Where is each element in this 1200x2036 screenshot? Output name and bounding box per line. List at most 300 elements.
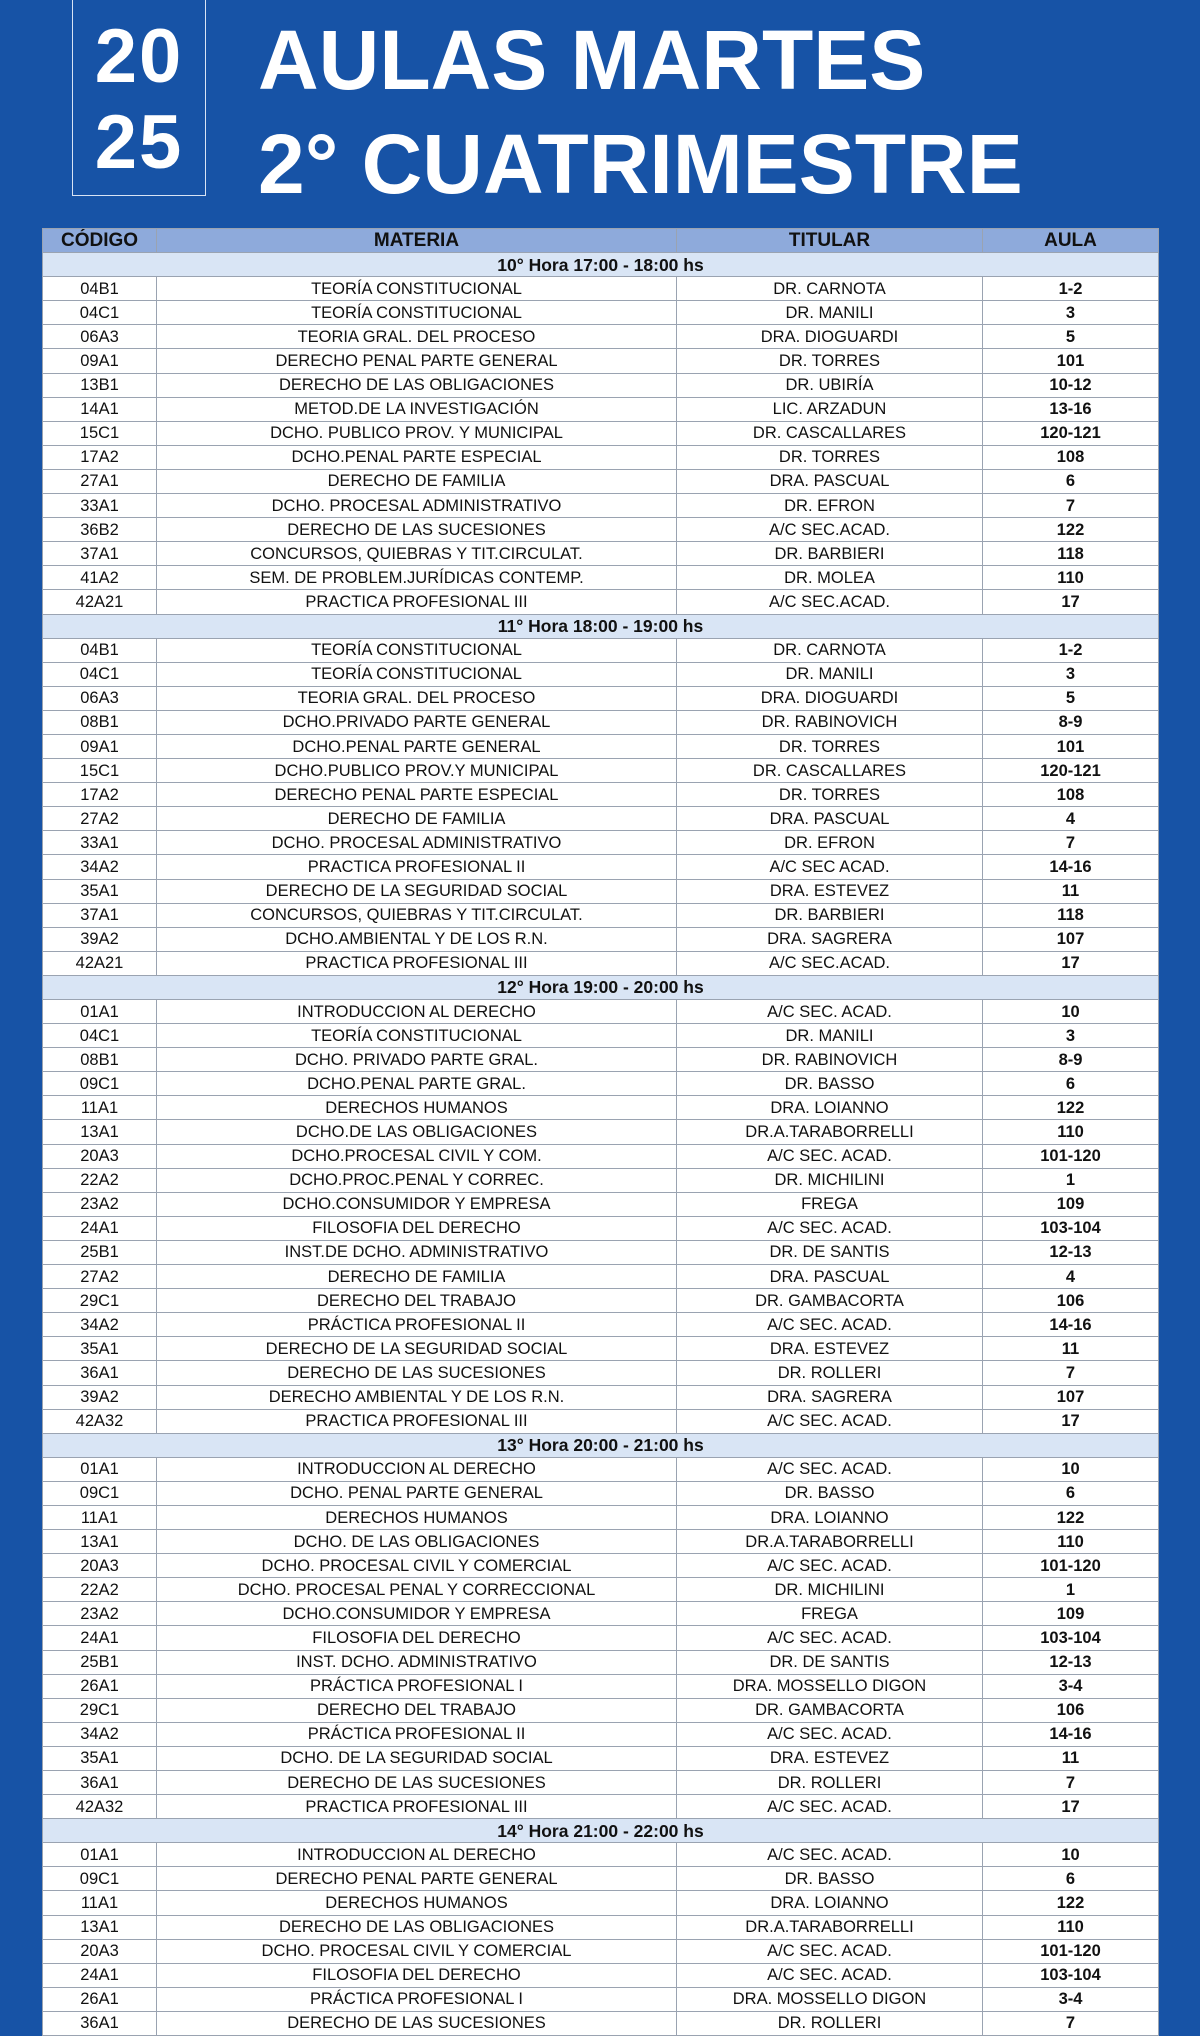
table-row	[43, 1240, 1159, 1264]
cell-titular: DR. EFRON	[677, 494, 983, 518]
cell-materia: DERECHO DE FAMILIA	[157, 469, 677, 493]
cell-codigo: 37A1	[43, 542, 157, 566]
cell-titular: DRA. PASCUAL	[677, 807, 983, 831]
cell-aula: 8-9	[983, 710, 1159, 734]
cell-codigo: 34A2	[43, 855, 157, 879]
cell-codigo: 11A1	[43, 1505, 157, 1529]
cell-aula: 4	[983, 1265, 1159, 1289]
cell-materia: DCHO. DE LAS OBLIGACIONES	[157, 1530, 677, 1554]
cell-materia: PRACTICA PROFESIONAL III	[157, 1409, 677, 1433]
cell-aula: 7	[983, 831, 1159, 855]
cell-titular: DRA. ESTEVEZ	[677, 1337, 983, 1361]
table-row	[43, 1939, 1159, 1963]
cell-materia: TEORÍA CONSTITUCIONAL	[157, 662, 677, 686]
cell-materia: DERECHO AMBIENTAL Y DE LOS R.N.	[157, 1385, 677, 1409]
cell-codigo: 42A21	[43, 951, 157, 975]
cell-titular: A/C SEC. ACAD.	[677, 1457, 983, 1481]
cell-materia: DERECHO DE LAS SUCESIONES	[157, 518, 677, 542]
table-row	[43, 590, 1159, 614]
cell-codigo: 35A1	[43, 879, 157, 903]
table-row	[43, 1915, 1159, 1939]
cell-codigo: 29C1	[43, 1289, 157, 1313]
cell-aula: 108	[983, 445, 1159, 469]
cell-materia: INST. DCHO. ADMINISTRATIVO	[157, 1650, 677, 1674]
cell-aula: 118	[983, 903, 1159, 927]
cell-aula: 17	[983, 951, 1159, 975]
cell-aula: 1-2	[983, 638, 1159, 662]
cell-materia: DERECHO PENAL PARTE GENERAL	[157, 349, 677, 373]
cell-titular: DRA. SAGRERA	[677, 927, 983, 951]
table-row	[43, 349, 1159, 373]
cell-titular: DR. DE SANTIS	[677, 1650, 983, 1674]
table-row	[43, 783, 1159, 807]
column-header-codigo: CÓDIGO	[43, 229, 157, 253]
cell-codigo: 25B1	[43, 1650, 157, 1674]
table-row	[43, 1891, 1159, 1915]
cell-codigo: 14A1	[43, 397, 157, 421]
cell-codigo: 09C1	[43, 1481, 157, 1505]
cell-titular: DR. CARNOTA	[677, 638, 983, 662]
table-row	[43, 1337, 1159, 1361]
table-row	[43, 1120, 1159, 1144]
table-row	[43, 855, 1159, 879]
table-row	[43, 277, 1159, 301]
table-row	[43, 1289, 1159, 1313]
cell-materia: PRACTICA PROFESIONAL III	[157, 1795, 677, 1819]
cell-titular: DR. GAMBACORTA	[677, 1289, 983, 1313]
cell-materia: FILOSOFIA DEL DERECHO	[157, 1216, 677, 1240]
table-row	[43, 1578, 1159, 1602]
cell-materia: DCHO. DE LA SEGURIDAD SOCIAL	[157, 1746, 677, 1770]
cell-aula: 8-9	[983, 1048, 1159, 1072]
cell-aula: 110	[983, 1120, 1159, 1144]
section-heading: 13° Hora 20:00 - 21:00 hs	[43, 1433, 1159, 1457]
cell-aula: 120-121	[983, 421, 1159, 445]
cell-titular: FREGA	[677, 1602, 983, 1626]
cell-codigo: 20A3	[43, 1144, 157, 1168]
section-heading: 11° Hora 18:00 - 19:00 hs	[43, 614, 1159, 638]
table-row	[43, 1313, 1159, 1337]
section-heading-row	[43, 1433, 1159, 1457]
cell-codigo: 35A1	[43, 1746, 157, 1770]
cell-materia: TEORÍA CONSTITUCIONAL	[157, 638, 677, 662]
schedule-table	[42, 228, 1159, 2036]
cell-codigo: 23A2	[43, 1602, 157, 1626]
cell-materia: DCHO. PRIVADO PARTE GRAL.	[157, 1048, 677, 1072]
table-row	[43, 1963, 1159, 1987]
cell-titular: DRA. ESTEVEZ	[677, 1746, 983, 1770]
cell-codigo: 24A1	[43, 1963, 157, 1987]
cell-titular: A/C SEC. ACAD.	[677, 1409, 983, 1433]
cell-aula: 106	[983, 1289, 1159, 1313]
cell-materia: INTRODUCCION AL DERECHO	[157, 1843, 677, 1867]
cell-materia: PRACTICA PROFESIONAL III	[157, 590, 677, 614]
table-row	[43, 1457, 1159, 1481]
cell-titular: DR. BARBIERI	[677, 542, 983, 566]
cell-titular: A/C SEC. ACAD.	[677, 1843, 983, 1867]
table-row	[43, 1795, 1159, 1819]
cell-materia: PRÁCTICA PROFESIONAL I	[157, 1987, 677, 2011]
cell-titular: DRA. ESTEVEZ	[677, 879, 983, 903]
cell-aula: 3	[983, 1024, 1159, 1048]
table-row	[43, 494, 1159, 518]
table-row	[43, 927, 1159, 951]
cell-materia: DERECHO DE LAS SUCESIONES	[157, 1361, 677, 1385]
cell-codigo: 11A1	[43, 1891, 157, 1915]
cell-titular: A/C SEC. ACAD.	[677, 1939, 983, 1963]
cell-aula: 109	[983, 1192, 1159, 1216]
cell-aula: 10	[983, 1843, 1159, 1867]
cell-aula: 110	[983, 1530, 1159, 1554]
cell-materia: DERECHOS HUMANOS	[157, 1096, 677, 1120]
cell-titular: DRA. PASCUAL	[677, 469, 983, 493]
table-row	[43, 1265, 1159, 1289]
cell-materia: PRÁCTICA PROFESIONAL II	[157, 1313, 677, 1337]
cell-titular: DR. RABINOVICH	[677, 1048, 983, 1072]
cell-titular: DRA. MOSSELLO DIGON	[677, 1987, 983, 2011]
cell-materia: CONCURSOS, QUIEBRAS Y TIT.CIRCULAT.	[157, 903, 677, 927]
cell-materia: INST.DE DCHO. ADMINISTRATIVO	[157, 1240, 677, 1264]
cell-titular: DR. BASSO	[677, 1481, 983, 1505]
table-row	[43, 1481, 1159, 1505]
cell-codigo: 04C1	[43, 1024, 157, 1048]
cell-titular: LIC. ARZADUN	[677, 397, 983, 421]
cell-aula: 7	[983, 2011, 1159, 2035]
cell-codigo: 39A2	[43, 1385, 157, 1409]
cell-codigo: 17A2	[43, 783, 157, 807]
cell-codigo: 09A1	[43, 349, 157, 373]
cell-aula: 14-16	[983, 1313, 1159, 1337]
cell-codigo: 33A1	[43, 831, 157, 855]
cell-aula: 122	[983, 1505, 1159, 1529]
cell-materia: DERECHO DE LAS SUCESIONES	[157, 2011, 677, 2035]
cell-materia: DCHO.CONSUMIDOR Y EMPRESA	[157, 1192, 677, 1216]
cell-materia: PRÁCTICA PROFESIONAL II	[157, 1722, 677, 1746]
cell-aula: 5	[983, 325, 1159, 349]
cell-aula: 106	[983, 1698, 1159, 1722]
table-row	[43, 686, 1159, 710]
cell-materia: DCHO.PUBLICO PROV.Y MUNICIPAL	[157, 759, 677, 783]
cell-aula: 10	[983, 1457, 1159, 1481]
cell-materia: DCHO.PRIVADO PARTE GENERAL	[157, 710, 677, 734]
cell-codigo: 20A3	[43, 1554, 157, 1578]
cell-titular: DR. CARNOTA	[677, 277, 983, 301]
cell-aula: 17	[983, 1795, 1159, 1819]
cell-aula: 107	[983, 927, 1159, 951]
table-row	[43, 1698, 1159, 1722]
cell-codigo: 04C1	[43, 301, 157, 325]
cell-aula: 3	[983, 662, 1159, 686]
cell-materia: DCHO.PENAL PARTE GENERAL	[157, 734, 677, 758]
table-header-row	[43, 229, 1159, 253]
table-row	[43, 469, 1159, 493]
cell-codigo: 34A2	[43, 1313, 157, 1337]
cell-titular: DRA. MOSSELLO DIGON	[677, 1674, 983, 1698]
year-bottom: 25	[94, 100, 184, 185]
cell-codigo: 13A1	[43, 1120, 157, 1144]
cell-aula: 110	[983, 566, 1159, 590]
cell-materia: DCHO.PENAL PARTE GRAL.	[157, 1072, 677, 1096]
cell-materia: DERECHO DE FAMILIA	[157, 807, 677, 831]
cell-titular: DR. GAMBACORTA	[677, 1698, 983, 1722]
cell-materia: DERECHO DEL TRABAJO	[157, 1289, 677, 1313]
cell-aula: 118	[983, 542, 1159, 566]
section-heading: 14° Hora 21:00 - 22:00 hs	[43, 1819, 1159, 1843]
table-row	[43, 1530, 1159, 1554]
cell-materia: TEORÍA CONSTITUCIONAL	[157, 301, 677, 325]
cell-titular: DRA. DIOGUARDI	[677, 325, 983, 349]
cell-materia: DERECHO PENAL PARTE GENERAL	[157, 1867, 677, 1891]
cell-titular: DR. MANILI	[677, 662, 983, 686]
cell-materia: SEM. DE PROBLEM.JURÍDICAS CONTEMP.	[157, 566, 677, 590]
table-row	[43, 903, 1159, 927]
cell-materia: DERECHOS HUMANOS	[157, 1505, 677, 1529]
cell-materia: CONCURSOS, QUIEBRAS Y TIT.CIRCULAT.	[157, 542, 677, 566]
cell-aula: 14-16	[983, 1722, 1159, 1746]
cell-titular: DR. MANILI	[677, 1024, 983, 1048]
cell-titular: DR. BASSO	[677, 1072, 983, 1096]
cell-codigo: 13A1	[43, 1530, 157, 1554]
cell-materia: TEORÍA CONSTITUCIONAL	[157, 277, 677, 301]
cell-titular: A/C SEC. ACAD.	[677, 1313, 983, 1337]
cell-aula: 120-121	[983, 759, 1159, 783]
cell-codigo: 27A1	[43, 469, 157, 493]
cell-codigo: 25B1	[43, 1240, 157, 1264]
cell-materia: TEORIA GRAL. DEL PROCESO	[157, 325, 677, 349]
cell-aula: 5	[983, 686, 1159, 710]
cell-aula: 110	[983, 1915, 1159, 1939]
table-row	[43, 518, 1159, 542]
cell-materia: DERECHO DE LA SEGURIDAD SOCIAL	[157, 1337, 677, 1361]
cell-titular: FREGA	[677, 1192, 983, 1216]
cell-materia: DCHO.PROC.PENAL Y CORREC.	[157, 1168, 677, 1192]
table-row	[43, 1048, 1159, 1072]
cell-aula: 17	[983, 590, 1159, 614]
table-row	[43, 1554, 1159, 1578]
table-row	[43, 710, 1159, 734]
cell-codigo: 36A1	[43, 1771, 157, 1795]
table-row	[43, 1674, 1159, 1698]
cell-codigo: 22A2	[43, 1578, 157, 1602]
table-row	[43, 1409, 1159, 1433]
cell-aula: 12-13	[983, 1240, 1159, 1264]
column-header-aula: AULA	[983, 229, 1159, 253]
cell-codigo: 36B2	[43, 518, 157, 542]
cell-aula: 122	[983, 1096, 1159, 1120]
cell-materia: DCHO. PROCESAL CIVIL Y COMERCIAL	[157, 1939, 677, 1963]
cell-aula: 12-13	[983, 1650, 1159, 1674]
cell-titular: DR. RABINOVICH	[677, 710, 983, 734]
cell-aula: 101	[983, 734, 1159, 758]
cell-titular: DR. MOLEA	[677, 566, 983, 590]
cell-aula: 108	[983, 783, 1159, 807]
column-header-materia: MATERIA	[157, 229, 677, 253]
table-row	[43, 831, 1159, 855]
year-box	[72, 0, 206, 196]
cell-codigo: 27A2	[43, 1265, 157, 1289]
cell-titular: A/C SEC.ACAD.	[677, 590, 983, 614]
cell-titular: DR. TORRES	[677, 734, 983, 758]
cell-materia: DERECHO DE FAMILIA	[157, 1265, 677, 1289]
cell-aula: 3-4	[983, 1987, 1159, 2011]
cell-titular: A/C SEC. ACAD.	[677, 1144, 983, 1168]
cell-aula: 3	[983, 301, 1159, 325]
cell-titular: A/C SEC. ACAD.	[677, 1554, 983, 1578]
table-row	[43, 1505, 1159, 1529]
cell-materia: PRACTICA PROFESIONAL III	[157, 951, 677, 975]
cell-materia: TEORIA GRAL. DEL PROCESO	[157, 686, 677, 710]
cell-materia: TEORÍA CONSTITUCIONAL	[157, 1024, 677, 1048]
table-row	[43, 445, 1159, 469]
cell-titular: DR. MANILI	[677, 301, 983, 325]
section-heading: 10° Hora 17:00 - 18:00 hs	[43, 253, 1159, 277]
cell-materia: DERECHO DE LAS SUCESIONES	[157, 1771, 677, 1795]
cell-aula: 1-2	[983, 277, 1159, 301]
cell-titular: DRA. LOIANNO	[677, 1505, 983, 1529]
table-row	[43, 301, 1159, 325]
cell-aula: 6	[983, 1072, 1159, 1096]
cell-titular: DR. EFRON	[677, 831, 983, 855]
cell-materia: INTRODUCCION AL DERECHO	[157, 1000, 677, 1024]
table-row	[43, 421, 1159, 445]
cell-titular: A/C SEC.ACAD.	[677, 951, 983, 975]
cell-titular: A/C SEC. ACAD.	[677, 1000, 983, 1024]
cell-codigo: 06A3	[43, 325, 157, 349]
cell-codigo: 39A2	[43, 927, 157, 951]
table-row	[43, 1072, 1159, 1096]
cell-codigo: 41A2	[43, 566, 157, 590]
cell-codigo: 23A2	[43, 1192, 157, 1216]
cell-codigo: 15C1	[43, 421, 157, 445]
section-heading: 12° Hora 19:00 - 20:00 hs	[43, 975, 1159, 999]
table-row	[43, 1722, 1159, 1746]
cell-codigo: 26A1	[43, 1674, 157, 1698]
cell-materia: DCHO. PROCESAL ADMINISTRATIVO	[157, 494, 677, 518]
cell-codigo: 33A1	[43, 494, 157, 518]
cell-codigo: 09C1	[43, 1072, 157, 1096]
cell-titular: DR.A.TARABORRELLI	[677, 1530, 983, 1554]
cell-aula: 7	[983, 494, 1159, 518]
cell-aula: 13-16	[983, 397, 1159, 421]
cell-aula: 109	[983, 1602, 1159, 1626]
cell-materia: DCHO.PENAL PARTE ESPECIAL	[157, 445, 677, 469]
cell-titular: DRA. DIOGUARDI	[677, 686, 983, 710]
cell-aula: 11	[983, 1746, 1159, 1770]
cell-aula: 10	[983, 1000, 1159, 1024]
cell-codigo: 04B1	[43, 277, 157, 301]
cell-codigo: 11A1	[43, 1096, 157, 1120]
cell-codigo: 42A32	[43, 1795, 157, 1819]
table-row	[43, 1602, 1159, 1626]
cell-codigo: 08B1	[43, 1048, 157, 1072]
page-title: AULAS MARTES	[258, 13, 926, 107]
cell-aula: 101-120	[983, 1144, 1159, 1168]
cell-aula: 1	[983, 1168, 1159, 1192]
table-row	[43, 1192, 1159, 1216]
table-row	[43, 1168, 1159, 1192]
cell-materia: INTRODUCCION AL DERECHO	[157, 1457, 677, 1481]
cell-codigo: 15C1	[43, 759, 157, 783]
cell-aula: 6	[983, 1867, 1159, 1891]
cell-aula: 3-4	[983, 1674, 1159, 1698]
cell-codigo: 42A21	[43, 590, 157, 614]
cell-aula: 122	[983, 1891, 1159, 1915]
table-row	[43, 325, 1159, 349]
table-body	[43, 253, 1159, 2036]
cell-materia: DCHO.AMBIENTAL Y DE LOS R.N.	[157, 927, 677, 951]
cell-titular: DR. TORRES	[677, 349, 983, 373]
table-row	[43, 1024, 1159, 1048]
cell-materia: FILOSOFIA DEL DERECHO	[157, 1963, 677, 1987]
table-row	[43, 1000, 1159, 1024]
cell-titular: DR. MICHILINI	[677, 1168, 983, 1192]
cell-titular: DR. ROLLERI	[677, 1361, 983, 1385]
schedule-table-wrap	[42, 228, 1158, 2036]
table-row	[43, 1385, 1159, 1409]
cell-codigo: 08B1	[43, 710, 157, 734]
cell-aula: 7	[983, 1361, 1159, 1385]
cell-aula: 101	[983, 349, 1159, 373]
table-row	[43, 1746, 1159, 1770]
section-heading-row	[43, 253, 1159, 277]
cell-materia: DCHO. PROCESAL CIVIL Y COMERCIAL	[157, 1554, 677, 1578]
cell-codigo: 22A2	[43, 1168, 157, 1192]
cell-titular: DR. BARBIERI	[677, 903, 983, 927]
cell-materia: DCHO.CONSUMIDOR Y EMPRESA	[157, 1602, 677, 1626]
page-subtitle: 2° CUATRIMESTRE	[258, 117, 1023, 211]
table-row	[43, 373, 1159, 397]
cell-codigo: 04C1	[43, 662, 157, 686]
table-row	[43, 1626, 1159, 1650]
cell-aula: 14-16	[983, 855, 1159, 879]
table-row	[43, 1843, 1159, 1867]
cell-titular: A/C SEC.ACAD.	[677, 518, 983, 542]
table-row	[43, 2011, 1159, 2035]
cell-titular: DR. ROLLERI	[677, 1771, 983, 1795]
cell-aula: 6	[983, 469, 1159, 493]
cell-materia: PRACTICA PROFESIONAL II	[157, 855, 677, 879]
table-row	[43, 566, 1159, 590]
cell-materia: DERECHOS HUMANOS	[157, 1891, 677, 1915]
cell-materia: DERECHO DEL TRABAJO	[157, 1698, 677, 1722]
table-row	[43, 1987, 1159, 2011]
cell-codigo: 06A3	[43, 686, 157, 710]
cell-titular: DR. BASSO	[677, 1867, 983, 1891]
cell-aula: 6	[983, 1481, 1159, 1505]
cell-aula: 10-12	[983, 373, 1159, 397]
table-row	[43, 1650, 1159, 1674]
cell-codigo: 04B1	[43, 638, 157, 662]
cell-titular: DR. CASCALLARES	[677, 759, 983, 783]
cell-codigo: 01A1	[43, 1000, 157, 1024]
table-row	[43, 542, 1159, 566]
table-row	[43, 951, 1159, 975]
cell-titular: DRA. PASCUAL	[677, 1265, 983, 1289]
cell-codigo: 26A1	[43, 1987, 157, 2011]
table-row	[43, 1144, 1159, 1168]
cell-aula: 11	[983, 879, 1159, 903]
cell-materia: DERECHO DE LAS OBLIGACIONES	[157, 1915, 677, 1939]
cell-materia: DCHO. PROCESAL ADMINISTRATIVO	[157, 831, 677, 855]
cell-codigo: 35A1	[43, 1337, 157, 1361]
cell-codigo: 13B1	[43, 373, 157, 397]
year-top: 20	[94, 14, 184, 99]
table-row	[43, 1771, 1159, 1795]
cell-titular: DRA. LOIANNO	[677, 1891, 983, 1915]
cell-aula: 7	[983, 1771, 1159, 1795]
cell-aula: 4	[983, 807, 1159, 831]
cell-titular: DR. MICHILINI	[677, 1578, 983, 1602]
